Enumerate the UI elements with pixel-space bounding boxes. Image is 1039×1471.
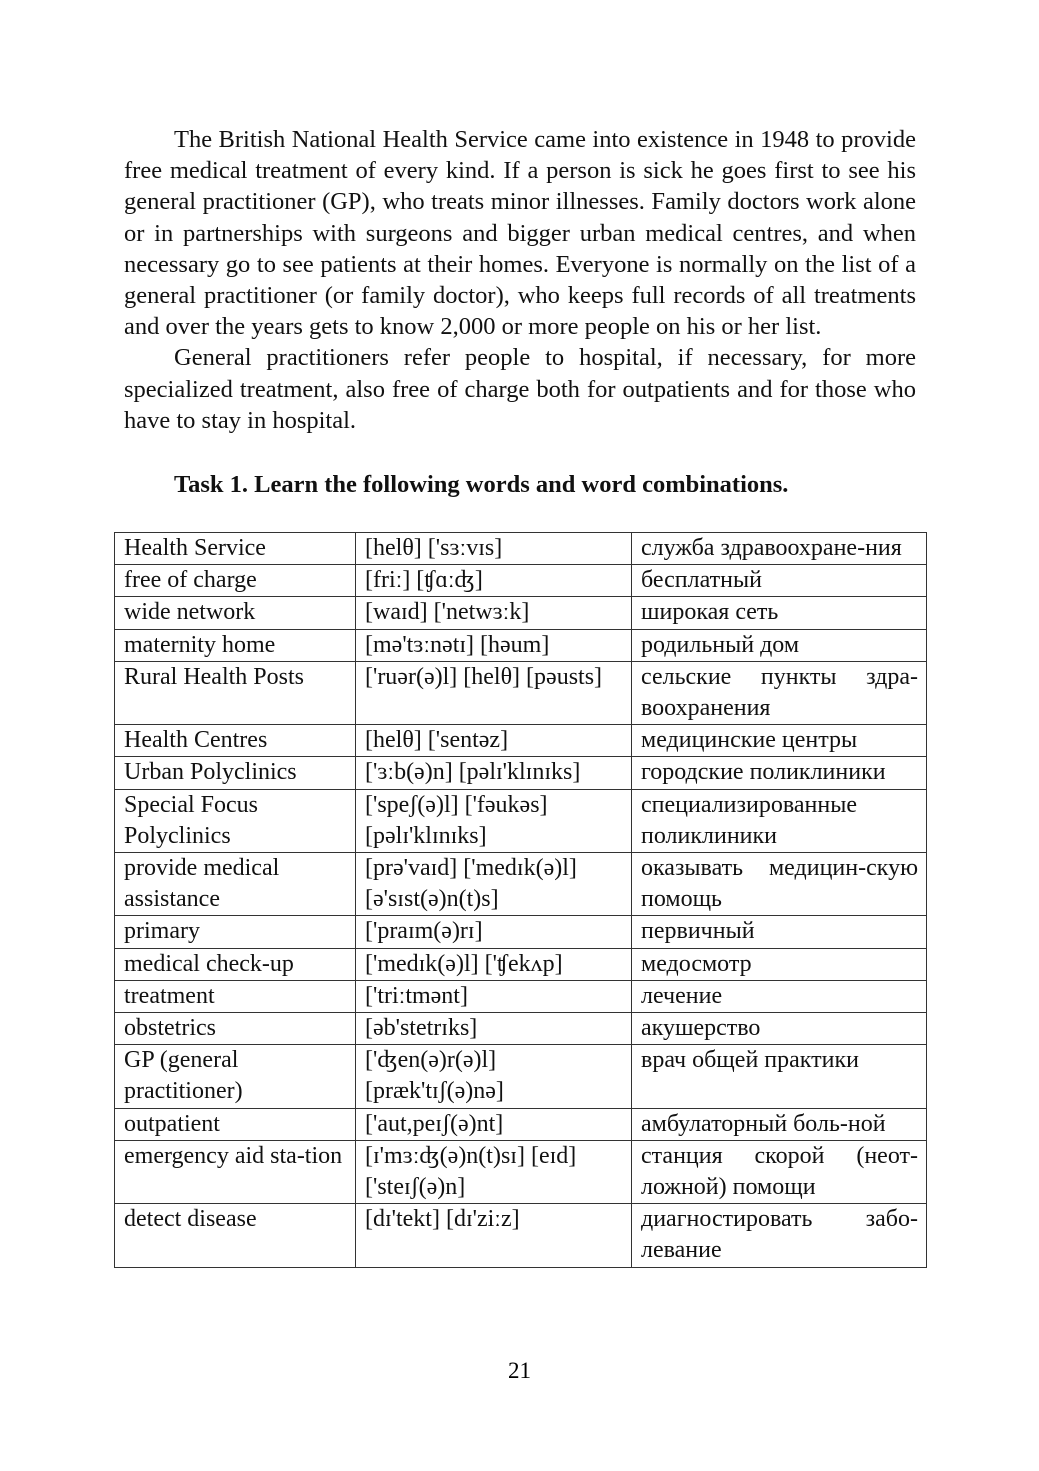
- table-row: [115, 725, 927, 757]
- table-row: [115, 757, 927, 789]
- vocab-term: wide network: [115, 597, 356, 629]
- table-row: [115, 1108, 927, 1140]
- vocab-transcription: ['ʤen(ə)r(ə)l] [præk'tɪʃ(ə)nə]: [356, 1045, 632, 1108]
- task-title: Task 1. Learn the following words and word combinations.: [174, 471, 789, 499]
- vocabulary-table: [114, 532, 927, 1268]
- vocab-term: maternity home: [115, 629, 356, 661]
- vocab-transcription: ['aut,peɪʃ(ə)nt]: [356, 1108, 632, 1140]
- table-row: [115, 629, 927, 661]
- vocab-translation: широкая сеть: [632, 597, 927, 629]
- vocab-term: medical check-up: [115, 948, 356, 980]
- table-row: [115, 1045, 927, 1108]
- vocab-translation: станция скорой (неот-ложной) помощи: [632, 1140, 927, 1203]
- table-row: [115, 916, 927, 948]
- vocab-transcription: [helθ] ['sɜːvɪs]: [356, 533, 632, 565]
- vocab-transcription: [helθ] ['sentəz]: [356, 725, 632, 757]
- vocab-translation: родильный дом: [632, 629, 927, 661]
- vocab-term: emergency aid sta-tion: [115, 1140, 356, 1203]
- vocab-translation: лечение: [632, 980, 927, 1012]
- table-row: [115, 1013, 927, 1045]
- table-row: [115, 533, 927, 565]
- table-row: [115, 980, 927, 1012]
- vocab-translation: первичный: [632, 916, 927, 948]
- referral-paragraph: General practitioners refer people to hospital, if necessary, for more specialized treatment, also free of charge both for outpatients and for those who have to stay in hospital.: [124, 344, 916, 434]
- vocabulary-table-body: [115, 533, 927, 1268]
- vocab-term: free of charge: [115, 565, 356, 597]
- intro-paragraph: The British National Health Service came into existence in 1948 to provide free medical treatment of every kind. If a person is sick he goes first to see his general practitioner (GP), who treats minor illnesses. Family doctors work alone or in partnerships with surgeons and bigger urban medical centres, and when necessary go to see patients at their homes. Everyone is normally on the list of a general practitioner (or family doctor), who keeps full records of all treatments and over the years gets to know 2,000 or more people on his or her list.: [124, 126, 916, 341]
- vocab-transcription: ['speʃ(ə)l] ['fəukəs] [pəlɪ'klɪnɪks]: [356, 789, 632, 852]
- table-row: [115, 565, 927, 597]
- vocab-translation: оказывать медицин-скую помощь: [632, 853, 927, 916]
- vocab-term: GP (general practitioner): [115, 1045, 356, 1108]
- vocab-term: detect disease: [115, 1204, 356, 1267]
- vocab-transcription: ['ɜːb(ə)n] [pəlɪ'klɪnɪks]: [356, 757, 632, 789]
- page-content: [124, 124, 918, 1264]
- vocab-translation: амбулаторный боль-ной: [632, 1108, 927, 1140]
- table-row: [115, 661, 927, 724]
- vocab-transcription: [ɪ'mɜːʤ(ə)n(t)sɪ] [eɪd] ['steɪʃ(ə)n]: [356, 1140, 632, 1203]
- vocab-transcription: ['ruər(ə)l] [helθ] [pəusts]: [356, 661, 632, 724]
- vocab-transcription: [mə'tɜːnətɪ] [həum]: [356, 629, 632, 661]
- vocab-translation: бесплатный: [632, 565, 927, 597]
- vocab-term: obstetrics: [115, 1013, 356, 1045]
- table-row: [115, 597, 927, 629]
- table-row: [115, 853, 927, 916]
- vocab-translation: акушерство: [632, 1013, 927, 1045]
- vocab-transcription: [dɪ'tekt] [dɪ'ziːz]: [356, 1204, 632, 1267]
- page-number: 21: [508, 1358, 531, 1383]
- vocab-transcription: [prə'vaɪd] ['medɪk(ə)l] [ə'sɪst(ə)n(t)s]: [356, 853, 632, 916]
- table-row: [115, 1204, 927, 1267]
- vocab-term: Health Service: [115, 533, 356, 565]
- vocab-term: Health Centres: [115, 725, 356, 757]
- vocab-term: provide medical assistance: [115, 853, 356, 916]
- vocab-transcription: [əb'stetrɪks]: [356, 1013, 632, 1045]
- vocab-translation: сельские пункты здра-воохранения: [632, 661, 927, 724]
- vocab-term: outpatient: [115, 1108, 356, 1140]
- table-row: [115, 1140, 927, 1203]
- vocab-term: primary: [115, 916, 356, 948]
- vocab-transcription: [friː] [ʧɑːʤ]: [356, 565, 632, 597]
- vocab-transcription: ['medɪk(ə)l] ['ʧekʌp]: [356, 948, 632, 980]
- vocab-translation: городские поликлиники: [632, 757, 927, 789]
- vocab-transcription: ['triːtmənt]: [356, 980, 632, 1012]
- vocab-transcription: ['praɪm(ə)rɪ]: [356, 916, 632, 948]
- vocab-transcription: [waɪd] ['netwɜːk]: [356, 597, 632, 629]
- vocab-term: Special Focus Polyclinics: [115, 789, 356, 852]
- vocab-translation: медицинские центры: [632, 725, 927, 757]
- table-row: [115, 948, 927, 980]
- table-row: [115, 789, 927, 852]
- vocab-translation: диагностировать забо-левание: [632, 1204, 927, 1267]
- vocab-translation: специализированные поликлиники: [632, 789, 927, 852]
- vocab-translation: служба здравоохране-ния: [632, 533, 927, 565]
- vocab-term: treatment: [115, 980, 356, 1012]
- vocab-term: Rural Health Posts: [115, 661, 356, 724]
- vocab-translation: медосмотр: [632, 948, 927, 980]
- vocab-term: Urban Polyclinics: [115, 757, 356, 789]
- vocab-translation: врач общей практики: [632, 1045, 927, 1108]
